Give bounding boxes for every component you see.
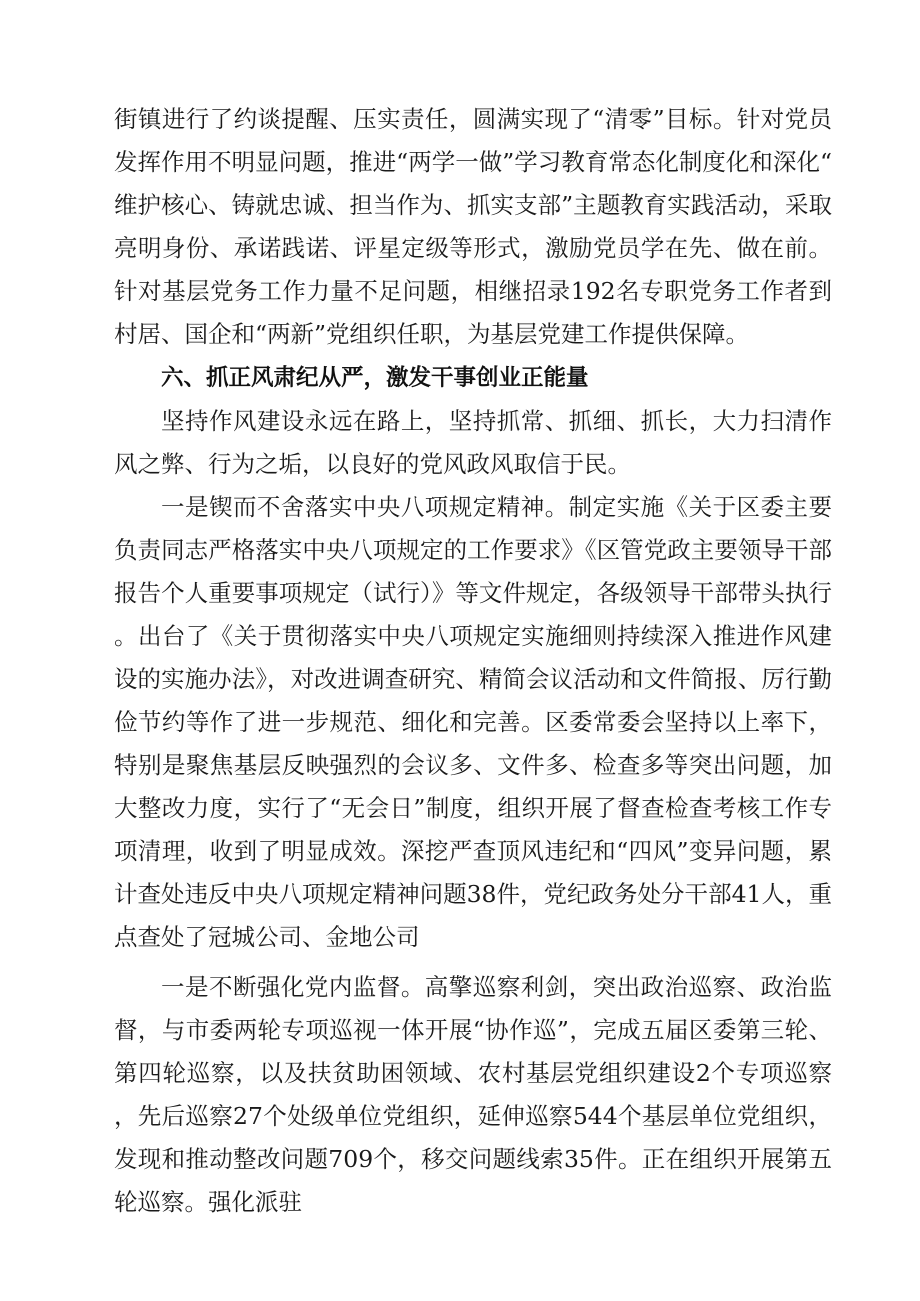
document-body [114,98,832,1224]
section-heading-six: 六、抓正风肃纪从严，激发干事创业正能量 [161,365,589,391]
paragraph-party-member-work: 街镇进行了约谈提醒、压实责任，圆满实现了“清零”目标。针对党员发挥作用不明显问题，推进“两学一做”学习教育常态化制度化和深化“维护核心、铸就忠诚、担当作为、抓实支部”主题教育实践活动，采取亮明身份、承诺践诺、评星定级等形式，激励党员学在先、做在前。针对基层党务工作力量不足问题，相继招录192名专职党务工作者到村居、国企和“两新”党组织任职，为基层党建工作提供保障。 [114,105,832,348]
paragraph-eight-regulations: 一是锲而不舍落实中央八项规定精神。制定实施《关于区委主要负责同志严格落实中央八项规定的工作要求》《区管党政主要领导干部报告个人重要事项规定（试行）》等文件规定，各级领导干部带头执行。出台了《关于贯彻落实中央八项规定实施细则持续深入推进作风建设的实施办法》，对改进调查研究、精简会议活动和文件简报、厉行勤俭节约等作了进一步规范、细化和完善。区委常委会坚持以上率下，特别是聚焦基层反映强烈的会议多、文件多、检查多等突出问题，加大整改力度，实行了“无会日”制度，组织开展了督查检查考核工作专项清理，收到了明显成效。深挖严查顶风违纪和“四风”变异问题，累计查处违反中央八项规定精神问题38件，党纪政务处分干部41人，重点查处了冠城公司、金地公司 [114,493,832,951]
paragraph-internal-supervision: 一是不断强化党内监督。高擎巡察利剑，突出政治巡察、政治监督，与市委两轮专项巡视一体开展“协作巡”，完成五届区委第三轮、第四轮巡察，以及扶贫助困领域、农村基层党组织建设2个专项巡察，先后巡察27个处级单位党组织，延伸巡察544个基层单位党组织，发现和推动整改问题709个，移交问题线索35件。正在组织开展第五轮巡察。强化派驻 [114,973,832,1216]
paragraph-work-style-intro: 坚持作风建设永远在路上，坚持抓常、抓细、抓长，大力扫清作风之弊、行为之垢，以良好的党风政风取信于民。 [114,407,832,478]
